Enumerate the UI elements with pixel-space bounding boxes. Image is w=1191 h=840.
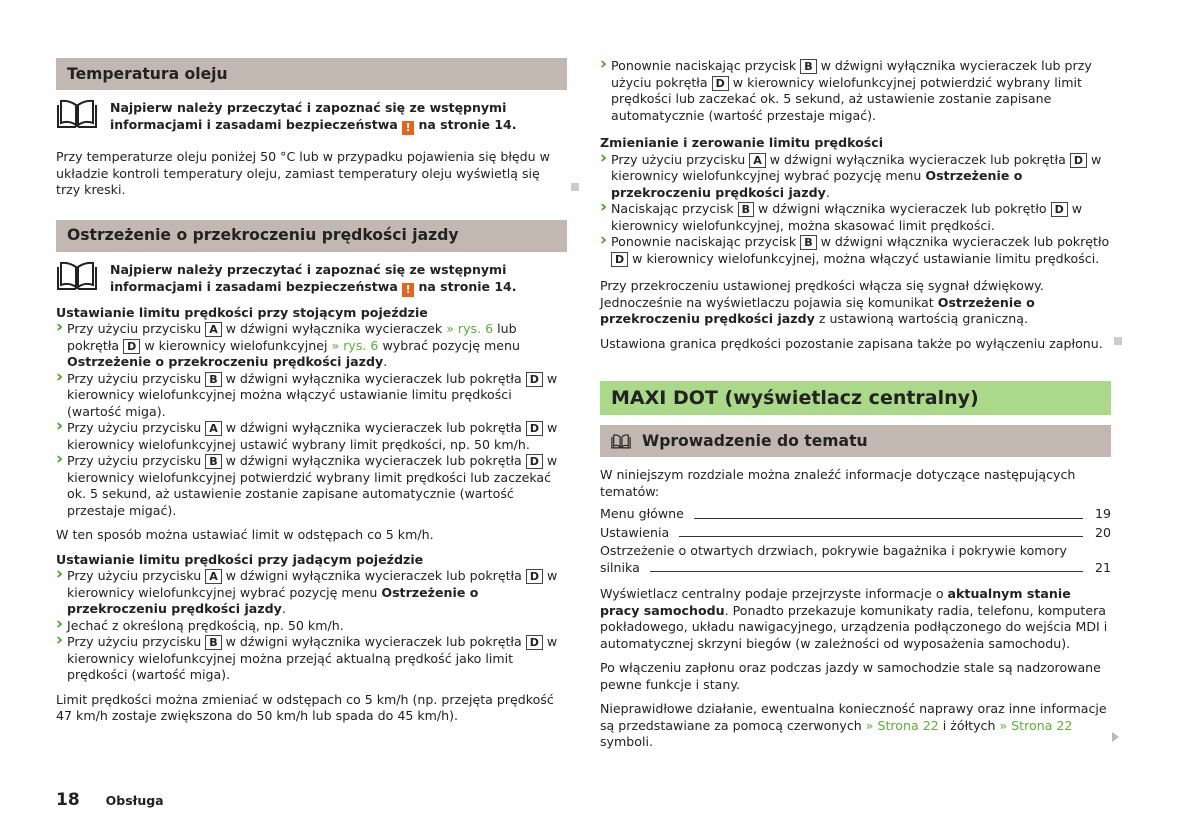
key-a: A [205, 569, 222, 584]
list-item: › Przy użyciu przycisku A w dźwigni wyłącznika wycieraczek » rys. 6 lub pokrętła D w kierownicy wielofunkcyjnej » rys. 6 wybrać pozycję menu Ostrzeżenie o przekroczeniu prędkości jazdy. [67, 321, 567, 371]
section-end-icon [571, 183, 579, 191]
page-footer [56, 792, 164, 810]
key-d: D [1051, 202, 1068, 217]
continued-steps [600, 58, 1111, 124]
intro-heading: Wprowadzenie do tematu [600, 425, 1111, 457]
page-number: 18 [56, 790, 80, 810]
list-item: › Przy użyciu przycisku B w dźwigni wyłącznika wycieraczek lub pokrętła D w kierownicy wielofunkcyjnej można przejąć aktualną prędkość jako limit prędkości (wartość miga). [67, 634, 567, 684]
key-d: D [526, 635, 543, 650]
warning-icon: ! [402, 283, 414, 297]
toc-entry[interactable]: Ustawienia 20 [600, 524, 1111, 540]
left-column [56, 58, 567, 725]
safety-note [56, 261, 567, 297]
continue-arrow-icon [1112, 732, 1119, 742]
key-b: B [800, 235, 816, 250]
key-d: D [526, 569, 543, 584]
oil-temp-body: Przy temperaturze oleju poniżej 50 °C lub w przypadku pojawienia się błędu w układzie kontroli temperatury oleju, zamiast temperatury oleju wyświetlą się trzy kreski. [56, 149, 550, 197]
figure-link[interactable]: » rys. 6 [446, 321, 494, 336]
oil-temp-heading: Temperatura oleju [56, 58, 567, 90]
step-info: W ten sposób można ustawiać limit w odstępach co 5 km/h. [56, 527, 434, 542]
monitor-info: Po włączeniu zapłonu oraz podczas jazdy w samochodzie stale są nadzorowane pewne funkcje i stany. [600, 660, 1101, 692]
safety-note-text: Najpierw należy przeczytać i zapoznać się ze wstępnymi informacjami i zasadami bezpieczeństwa ! na stronie 14. [110, 100, 517, 134]
list-item: › Przy użyciu przycisku B w dźwigni wyłącznika wycieraczek lub pokrętła D w kierownicy wielofunkcyjnej potwierdzić wybrany limit prędkości lub zaczekać ok. 5 sekund, aż ustawienie zostanie zapisane automatycznie (wartość przestaje migać). [67, 453, 567, 519]
toc-entry[interactable]: Ostrzeżenie o otwartych drzwiach, pokrywie bagażnika i pokrywie komory silnika 21 [600, 543, 1111, 575]
key-a: A [205, 322, 222, 337]
key-d: D [526, 372, 543, 387]
subheading-stationary: Ustawianie limitu prędkości przy stojącym pojeździe [56, 304, 428, 320]
list-item: › Przy użyciu przycisku B w dźwigni wyłącznika wycieraczek lub pokrętła D w kierownicy wielofunkcyjnej można włączyć ustawianie limitu prędkości (wartość miga). [67, 371, 567, 421]
subheading-moving: Ustawianie limitu prędkości przy jadącym pojeździe [56, 551, 424, 567]
stationary-steps [56, 321, 567, 519]
book-icon [611, 434, 631, 449]
list-item: › Ponownie naciskając przycisk B w dźwigni włącznika wycieraczek lub pokrętło D w kierownicy wielofunkcyjnej, można włączyć ustawianie limitu prędkości. [611, 234, 1111, 267]
moving-steps [56, 568, 567, 684]
key-d: D [611, 252, 628, 267]
toc-entry[interactable]: Menu główne 19 [600, 506, 1111, 521]
intro-text: W niniejszym rozdziale można znaleźć informacje dotyczące następujących tematów: [600, 467, 1076, 499]
saved-info: Ustawiona granica prędkości pozostanie zapisana także po wyłączeniu zapłonu. [600, 335, 1103, 351]
key-b: B [800, 59, 816, 74]
list-item: › Ponownie naciskając przycisk B w dźwigni wyłącznika wycieraczek lub przy użyciu pokrętła D w kierownicy wielofunkcyjnej potwierdzić wybrany limit prędkości lub zaczekać ok. 5 sekund, aż ustawienie zostanie zapisane automatycznie (wartość przestaje migać). [611, 58, 1111, 124]
warning-icon: ! [402, 121, 414, 135]
maxi-dot-heading: MAXI DOT (wyświetlacz centralny) [600, 381, 1111, 415]
key-d: D [526, 421, 543, 436]
key-a: A [205, 421, 222, 436]
speed-warning-heading: Ostrzeżenie o przekroczeniu prędkości jazdy [56, 220, 567, 252]
list-item: › Przy użyciu przycisku A w dźwigni wyłącznika wycieraczek lub pokrętła D w kierownicy wielofunkcyjnej wybrać pozycję menu Ostrzeżenie o przekroczeniu prędkości jazdy. [611, 152, 1111, 202]
display-info: Wyświetlacz centralny podaje przejrzyste informacje o aktualnym stanie pracy samochodu. Ponadto przekazuje komunikaty radia, telefonu, komputera pokładowego, układu nawigacyjnego, urządzenia podłączonego do wejścia MDI i automatycznej skrzyni biegów (w zależności od wyposażenia samochodu). [600, 586, 1108, 651]
key-a: A [749, 153, 766, 168]
list-item: › Przy użyciu przycisku A w dźwigni wyłącznika wycieraczek lub pokrętła D w kierownicy wielofunkcyjnej wybrać pozycję menu Ostrzeżenie o przekroczeniu prędkości jazdy. [67, 568, 567, 618]
change-steps [600, 152, 1111, 268]
safety-note-text: Najpierw należy przeczytać i zapoznać się ze wstępnymi informacjami i zasadami bezpieczeństwa ! na stronie 14. [110, 261, 517, 296]
subheading-change: Zmienianie i zerowanie limitu prędkości [600, 135, 884, 150]
page-link[interactable]: » Strona 22 [865, 717, 939, 733]
page-link[interactable]: » Strona 22 [999, 717, 1073, 733]
book-icon [56, 99, 98, 129]
key-b: B [205, 454, 221, 469]
section-end-icon [1114, 337, 1122, 345]
key-d: D [1070, 153, 1087, 168]
safety-note [56, 99, 567, 135]
key-b: B [738, 202, 754, 217]
list-item: › Przy użyciu przycisku A w dźwigni wyłącznika wycieraczek lub pokrętła D w kierownicy wielofunkcyjnej ustawić wybrany limit prędkości, np. 50 km/h. [67, 420, 567, 453]
right-column [600, 58, 1111, 751]
key-b: B [205, 372, 221, 387]
book-icon [56, 261, 98, 291]
section-name: Obsługa [105, 793, 164, 808]
faults-info: Nieprawidłowe działanie, ewentualna konieczność naprawy oraz inne informacje są przedstawiane za pomocą czerwonych » Strona 22 i żółtych » Strona 22 symboli. [600, 701, 1107, 749]
toc [600, 506, 1111, 576]
limit-change-info: Limit prędkości można zmieniać w odstępach co 5 km/h (np. przejęta prędkość 47 km/h zostaje zwiększona do 50 km/h lub spada do 45 km/h). [56, 691, 554, 723]
list-item: › Naciskając przycisk B w dźwigni włącznika wycieraczek lub pokrętło D w kierownicy wielofunkcyjnej, można skasować limit prędkości. [611, 201, 1111, 234]
key-b: B [205, 635, 221, 650]
key-d: D [526, 454, 543, 469]
key-d: D [123, 339, 140, 354]
key-d: D [712, 76, 729, 91]
figure-link[interactable]: » rys. 6 [331, 337, 379, 353]
list-item: › Jechać z określoną prędkością, np. 50 km/h. [67, 618, 567, 635]
exceed-info: Przy przekroczeniu ustawionej prędkości włącza się sygnał dźwiękowy. Jednocześnie na wyświetlaczu pojawia się komunikat Ostrzeżenie o przekroczeniu prędkości jazdy z ustawioną wartością graniczną. [600, 278, 1044, 326]
